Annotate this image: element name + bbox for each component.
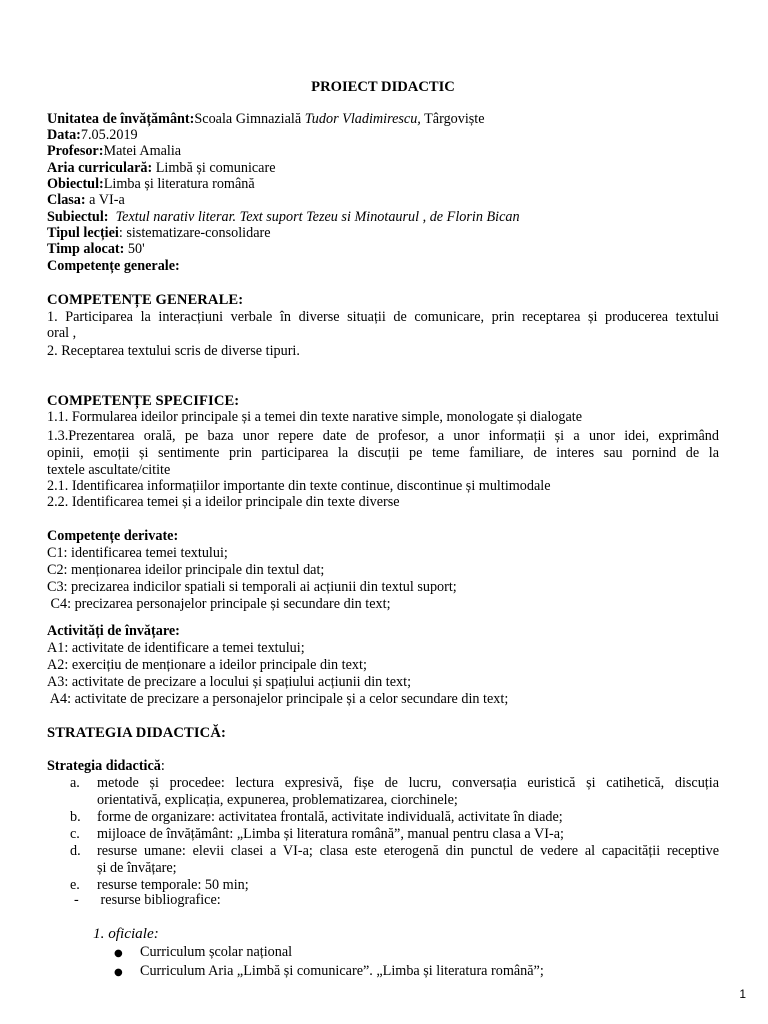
document-title: PROIECT DIDACTIC (311, 79, 455, 95)
activitate-a4: A4: activitate de precizare a personajelor principale și a celor secundare din text; (47, 691, 509, 707)
data-value: 7.05.2019 (80, 127, 138, 143)
bullet-icon: ● (114, 967, 123, 978)
list-label-d: d. (70, 843, 81, 859)
activitate-a2: A2: exercițiu de menționare a ideilor principale din text; (47, 657, 367, 673)
subiectul-line (47, 209, 520, 225)
competente-specifice-heading: COMPETENȚE SPECIFICE: (47, 393, 240, 409)
unitatea-post: Târgoviște (420, 111, 485, 127)
activitate-a1: A1: activitate de identificare a temei textului; (47, 640, 305, 656)
profesor-line (47, 143, 181, 159)
data-label: Data: (47, 127, 81, 143)
clasa-value: a VI-a (85, 192, 125, 208)
bullet-icon: ● (114, 948, 123, 959)
profesor-value: Matei Amalia (103, 143, 182, 159)
activitate-a3: A3: activitate de precizare a locului și spațiului acțiunii din text; (47, 674, 412, 690)
obiectul-line (47, 176, 255, 192)
strategia-heading: STRATEGIA DIDACTICĂ: (47, 725, 226, 741)
list-label-a: a. (70, 775, 80, 791)
oficiale-subheading: 1. oficiale: (93, 925, 159, 942)
list-label-e: e. (70, 877, 80, 893)
competenta-specifica-1-1: 1.1. Formularea ideilor principale și a temei din texte narative simple, monologate și dialogate (47, 409, 583, 425)
bullet-item-curriculum-aria: Curriculum Aria „Limbă și comunicare”. „Limba și literatura română”; (140, 963, 544, 979)
competenta-specifica-1-3-line1: 1.3.Prezentarea orală, pe baza unor repere date de profesor, a unor informații și a unor idei, exprimând (47, 428, 719, 444)
competenta-generala-2: 2. Receptarea textului scris de diverse tipuri. (47, 343, 300, 359)
clasa-label: Clasa: (47, 192, 86, 208)
competente-derivate-heading: Competențe derivate: (47, 528, 179, 544)
competenta-derivata-c3: C3: precizarea indicilor spatiali si temporali ai acțiunii din textul suport; (47, 579, 457, 595)
competenta-generala-1-line1: 1. Participarea la interacțiuni verbale în diverse situații de comunicare, prin receptarea și producerea textului (47, 309, 719, 325)
unitatea-label: Unitatea de învățământ: (47, 111, 195, 127)
profesor-label: Profesor: (47, 143, 104, 159)
competente-generale-label: Competențe generale: (47, 258, 180, 274)
timp-line (47, 241, 145, 257)
aria-line (47, 160, 276, 176)
strategia-subheading (47, 758, 165, 774)
list-label-c: c. (70, 826, 80, 842)
bullet-item-curriculum-scolar: Curriculum școlar național (140, 944, 293, 960)
unitatea-pre: Scoala Gimnazială (194, 111, 305, 127)
page-number: 1 (739, 987, 746, 1001)
activitati-heading: Activități de învățare: (47, 623, 180, 639)
obiectul-label: Obiectul: (47, 176, 104, 192)
strategia-d-line1: resurse umane: elevii clasei a VI-a; clasa este eterogenă din punctul de vedere al capacității receptive (97, 843, 719, 859)
unitatea-italic: Tudor Vladimirescu, (304, 111, 421, 127)
list-label-b: b. (70, 809, 81, 825)
strategia-a-line1: metode și procedee: lectura expresivă, fișe de lucru, conversația euristică și catihetică, discuția (97, 775, 719, 791)
aria-value: Limbă și comunicare (152, 160, 276, 176)
competenta-derivata-c2: C2: menționarea ideilor principale din textul dat; (47, 562, 325, 578)
strategia-c: mijloace de învățământ: „Limba și literatura română”, manual pentru clasa a VI-a; (97, 826, 564, 842)
competenta-derivata-c1: C1: identificarea temei textului; (47, 545, 228, 561)
competenta-derivata-c4: C4: precizarea personajelor principale și secundare din text; (47, 596, 391, 612)
strategia-e: resurse temporale: 50 min; (97, 877, 249, 893)
strategia-subheading-text: Strategia didactică (47, 758, 161, 774)
tipul-line (47, 225, 271, 241)
aria-label: Aria curriculară: (47, 160, 153, 176)
competenta-specifica-1-3-line3: textele ascultate/citite (47, 462, 171, 478)
subiectul-label: Subiectul: (47, 209, 109, 225)
competenta-specifica-1-3-line2: opinii, emoții și sentimente prin participarea la discuții pe teme familiare, de interes sau pornind de la (47, 445, 719, 461)
strategia-b: forme de organizare: activitatea frontală, activitate individuală, activitate în diade; (97, 809, 563, 825)
unitatea-line (47, 111, 485, 127)
obiectul-value: Limba și literatura română (103, 176, 255, 192)
competenta-specifica-2-2: 2.2. Identificarea temei și a ideilor principale din texte diverse (47, 494, 400, 510)
list-label-dash: - (74, 892, 79, 908)
timp-value: 50' (124, 241, 145, 257)
subiectul-value: Textul narativ literar. Text suport Tezeu si Minotaurul , de Florin Bican (108, 209, 520, 225)
timp-label: Timp alocat: (47, 241, 125, 257)
data-line (47, 127, 138, 143)
competenta-generala-1-line2: oral , (47, 325, 77, 341)
strategia-d-line2: și de învățare; (97, 860, 177, 876)
strategia-resurse-bibliografice: resurse bibliografice: (97, 892, 221, 908)
tipul-label: Tipul lecției (47, 225, 119, 241)
competenta-specifica-2-1: 2.1. Identificarea informațiilor importante din texte continue, discontinue și multimodale (47, 478, 551, 494)
competente-generale-heading: COMPETENȚE GENERALE: (47, 292, 244, 308)
tipul-value: : sistematizare-consolidare (118, 225, 271, 241)
clasa-line (47, 192, 125, 208)
strategia-a-line2: orientativă, explicația, expunerea, problematizarea, ciorchinele; (97, 792, 458, 808)
strategia-subheading-colon: : (160, 758, 165, 774)
